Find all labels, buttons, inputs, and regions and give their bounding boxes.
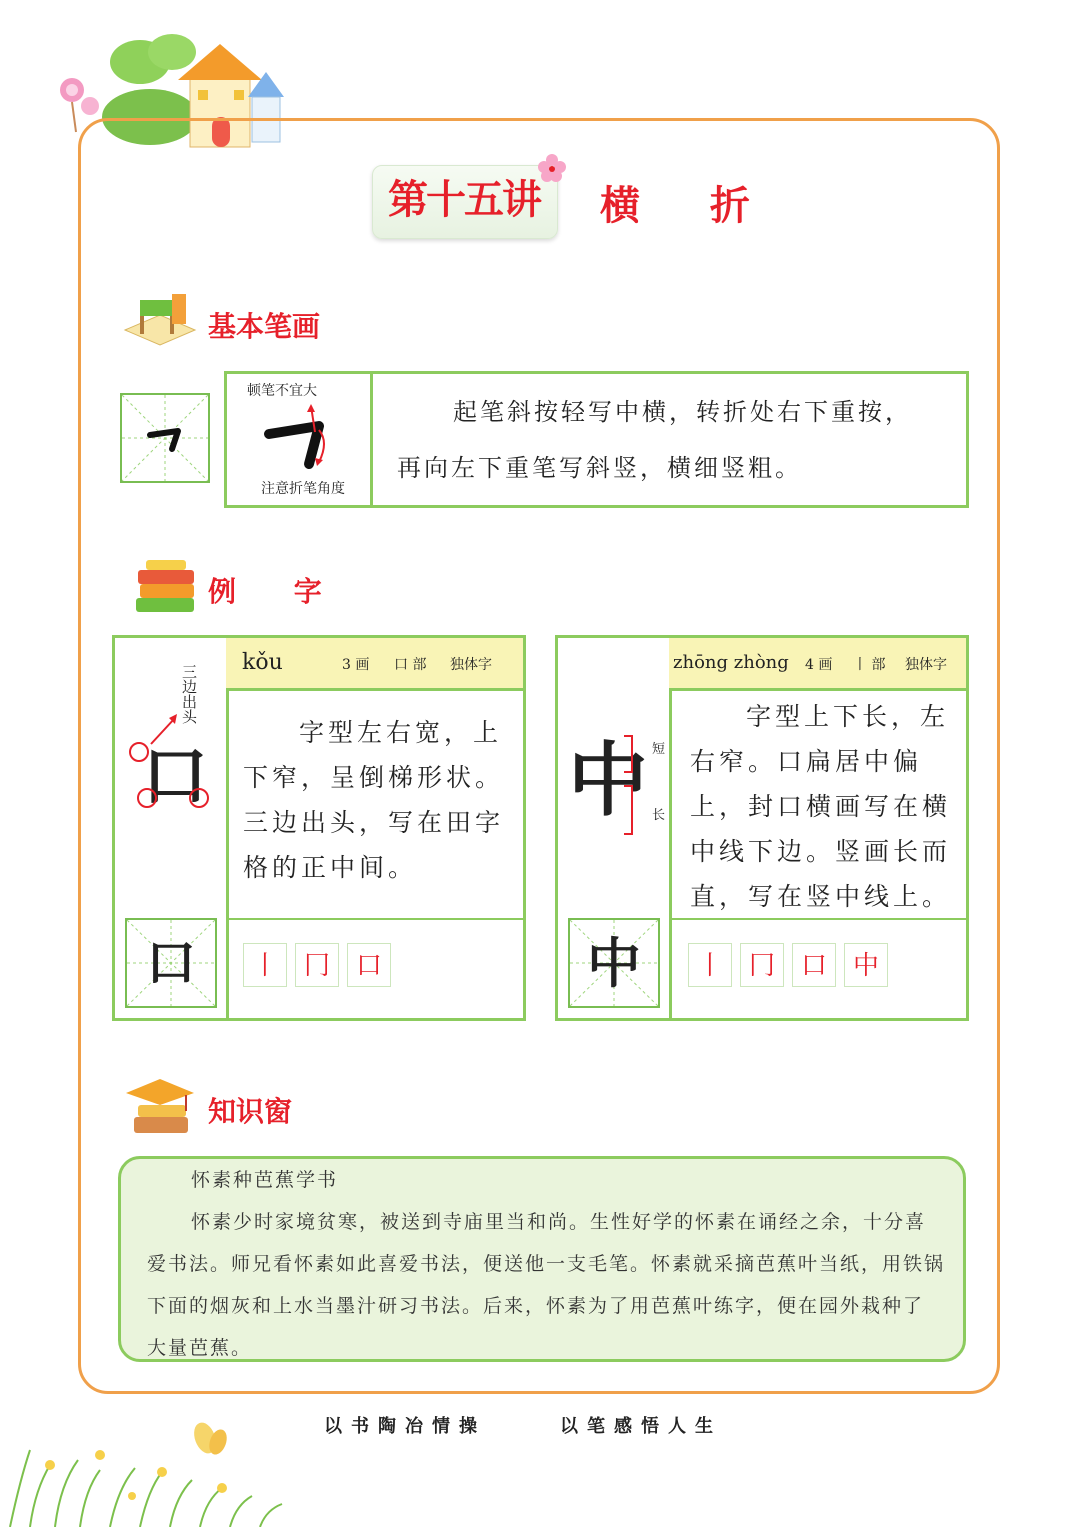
butterfly-icon	[190, 1420, 230, 1457]
annotation-three-sides: 三边出头	[180, 664, 198, 724]
grid-char-kou: 口	[146, 933, 196, 992]
flower-icon	[536, 152, 568, 184]
stroke-note-top: 顿笔不宜大	[247, 383, 317, 399]
stroke-step: 口	[347, 943, 391, 987]
stroke-demo-icon	[257, 402, 347, 472]
knowledge-content	[147, 1159, 955, 1369]
brace-markers	[622, 734, 642, 838]
text-line: 下窄，呈倒梯形状。	[243, 763, 505, 792]
example-char-large: 中	[568, 733, 648, 827]
stroke-grid-box	[120, 393, 210, 483]
text-line: 中线下边。竖画长而	[690, 837, 952, 866]
footer-motto-right: 以笔感悟人生	[560, 1416, 722, 1437]
grid-char-zhong: 中	[587, 931, 641, 995]
desk-icon	[120, 290, 200, 350]
example-card-zhong	[555, 635, 969, 1021]
structure-kou: 独体字	[450, 657, 492, 673]
books-icon	[130, 556, 202, 618]
text-line: 右窄。口扁居中偏	[690, 747, 923, 776]
radical-zhong: 丨 部	[853, 657, 886, 673]
radical-kou: 口 部	[394, 657, 427, 673]
stroke-desc-line1: 起笔斜按轻写中横，转折处右下重按，	[453, 398, 912, 426]
example-left-column	[558, 638, 672, 1018]
pinyin-zhong: zhōng zhòng	[673, 652, 789, 673]
section-title-basic-stroke: 基本笔画	[208, 310, 321, 343]
stroke-order-zhong	[688, 943, 958, 993]
stroke-step: 冂	[295, 943, 339, 987]
example-card-kou	[112, 635, 526, 1021]
text-line: 字型上下长，左	[746, 702, 950, 731]
topic-title: 横 折	[600, 182, 778, 229]
knowledge-title: 怀素种芭蕉学书	[191, 1169, 339, 1191]
section-title-examples: 例 字	[208, 575, 346, 608]
stroke-count-kou: 3 画	[342, 657, 370, 673]
text-line: 直，写在竖中线上。	[690, 882, 952, 911]
text-line: 三边出头，写在田字	[243, 808, 505, 837]
stroke-step: 丨	[688, 943, 732, 987]
lesson-title: 第十五讲	[388, 177, 540, 223]
example-grid-zhong	[568, 918, 660, 1008]
example-left-column	[115, 638, 229, 1018]
example-header-zhong	[669, 638, 966, 691]
text-line: 格的正中间。	[243, 853, 418, 882]
stroke-demo-panel	[227, 374, 373, 505]
stroke-step: 口	[792, 943, 836, 987]
example-text-zhong	[690, 694, 960, 919]
label-long: 长	[652, 808, 666, 823]
stroke-order-kou	[243, 943, 513, 993]
example-char-large: 口	[142, 737, 208, 815]
stroke-description	[397, 384, 957, 496]
stroke-grid-lines	[122, 395, 208, 481]
grass-flowers-illustration	[0, 1410, 320, 1527]
example-divider	[226, 918, 523, 920]
text-line: 上，封口横画写在横	[690, 792, 952, 821]
pinyin-kou: kǒu	[242, 650, 283, 675]
knowledge-line: 爱书法。师兄看怀素如此喜爱书法，便送他一支毛笔。怀素就采摘芭蕉叶当纸，用铁锅	[147, 1253, 946, 1275]
stroke-step: 冂	[740, 943, 784, 987]
footer-motto-left: 以书陶冶情操	[324, 1416, 486, 1437]
example-text-kou	[243, 710, 513, 890]
stroke-step: 中	[844, 943, 888, 987]
stroke-desc-line2: 再向左下重笔写斜竖，横细竖粗。	[397, 454, 802, 482]
label-short: 短	[652, 742, 666, 757]
example-header-kou	[226, 638, 523, 691]
stroke-count-zhong: 4 画	[805, 657, 833, 673]
stroke-note-bottom: 注意折笔角度	[261, 481, 345, 497]
example-divider	[669, 918, 966, 920]
stroke-step: 丨	[243, 943, 287, 987]
knowledge-line: 怀素少时家境贫寒，被送到寺庙里当和尚。生性好学的怀素在诵经之余，十分喜	[191, 1211, 927, 1233]
stroke-explain-box	[224, 371, 969, 508]
text-line: 字型左右宽，上	[299, 718, 503, 747]
graduation-cap-icon	[120, 1075, 196, 1141]
corner-markers	[127, 742, 217, 812]
knowledge-line: 大量芭蕉。	[147, 1337, 253, 1359]
section-title-knowledge: 知识窗	[208, 1095, 293, 1128]
knowledge-box	[118, 1156, 966, 1362]
knowledge-line: 下面的烟灰和上水当墨汁研习书法。后来，怀素为了用芭蕉叶练字，便在园外栽种了	[147, 1295, 925, 1317]
structure-zhong: 独体字	[905, 657, 947, 673]
example-grid-kou	[125, 918, 217, 1008]
